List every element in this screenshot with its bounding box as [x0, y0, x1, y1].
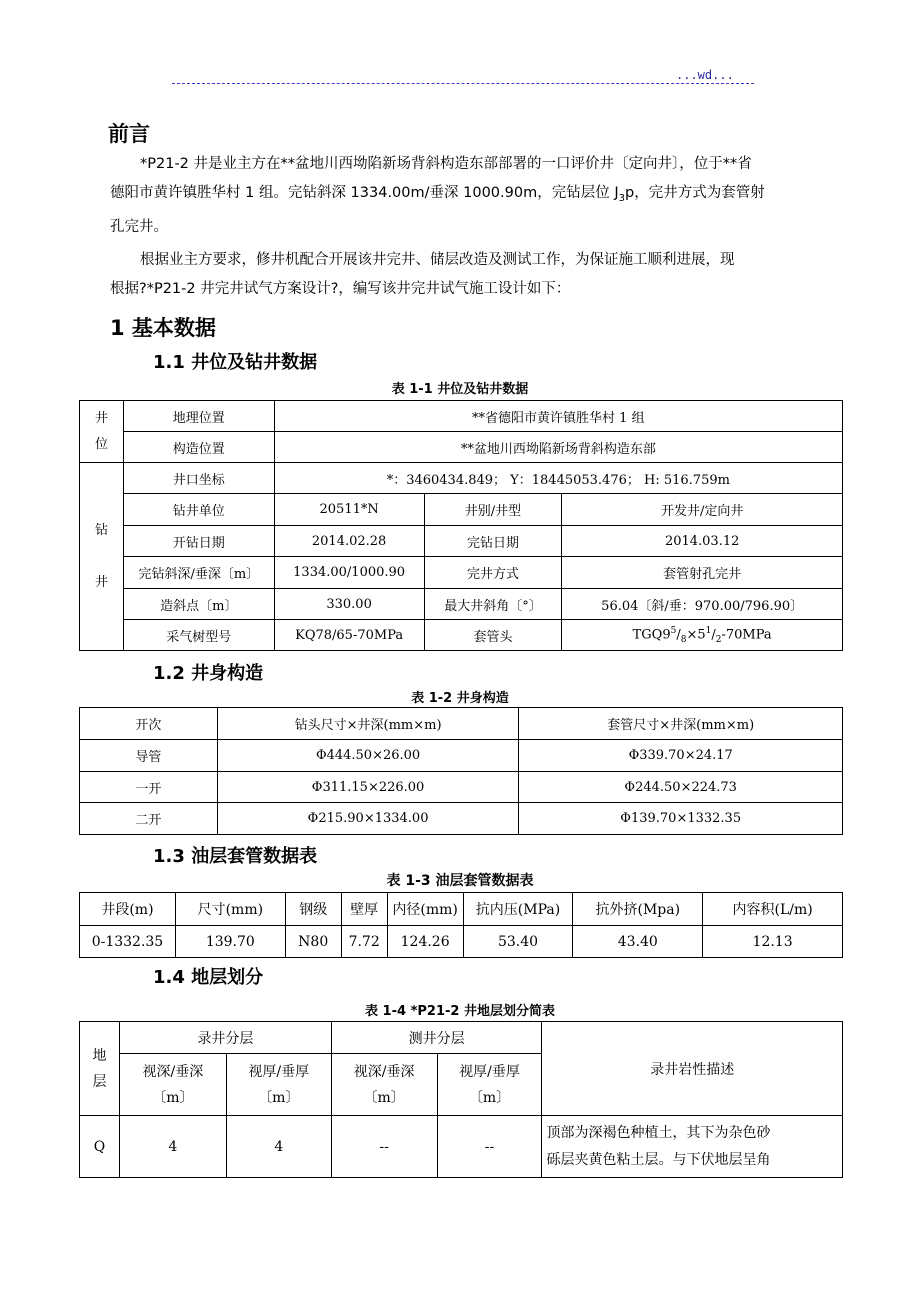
t4-desc: 顶部为深褐色种植土，其下为杂色砂 砾层夹黄色粘土层。与下伏地层呈角 [542, 1116, 843, 1178]
incl-label: 最大井斜角〔°〕 [424, 589, 562, 620]
tree-value: KQ78/65-70MPa [274, 620, 424, 651]
geo-value: **省德阳市黄许镇胜华村 1 组 [274, 401, 842, 432]
t2-r2-bit: Φ311.15×226.00 [217, 772, 519, 803]
t2-r1-bit: Φ444.50×26.00 [217, 740, 519, 772]
section-1-1-title: 1.1 井位及钻井数据 [153, 352, 318, 373]
comp-label: 完井方式 [424, 557, 562, 589]
t2-r3-stage: 二开 [80, 803, 218, 835]
p2-line-2: 根据?*P21-2 井完井试气方案设计?，编写该井完井试气施工设计如下： [110, 281, 571, 297]
unit-label: 钻井单位 [123, 494, 274, 526]
group-drill: 钻 井 [80, 463, 124, 651]
t3-h-grade: 钢级 [285, 893, 341, 926]
group-well: 井 位 [80, 401, 124, 463]
t4-c3: -- [331, 1116, 437, 1178]
table-1-1-caption: 表 1-1 井位及钻井数据 [391, 382, 529, 397]
t4-sub-3: 视深/垂深 〔m〕 [331, 1054, 437, 1116]
header-mark: ...wd... [676, 68, 734, 82]
t4-h-layer: 地 层 [80, 1022, 120, 1116]
t3-h-size: 尺寸(mm) [175, 893, 285, 926]
table-row [80, 740, 843, 772]
kop-value: 330.00 [274, 589, 424, 620]
table-1-1 [79, 400, 843, 651]
t3-h-wall: 壁厚 [341, 893, 387, 926]
t4-h-desc: 录井岩性描述 [542, 1022, 843, 1116]
t3-burst: 53.40 [463, 926, 573, 958]
t3-h-id: 内径(mm) [387, 893, 463, 926]
table-row [80, 803, 843, 835]
p1-line-3: 孔完井。 [110, 218, 168, 235]
preface-paragraph-2 [110, 246, 815, 304]
end-value: 2014.03.12 [562, 526, 843, 557]
t4-c2: 4 [226, 1116, 331, 1178]
t3-section: 0-1332.35 [80, 926, 176, 958]
t3-h-volume: 内容积(L/m) [703, 893, 843, 926]
t2-header-stage: 开次 [80, 708, 218, 740]
table-1-2-caption: 表 1-2 井身构造 [411, 691, 509, 706]
geo-label: 地理位置 [123, 401, 274, 432]
struct-value: **盆地川西坳陷新场背斜构造东部 [274, 432, 842, 463]
table-1-4 [79, 1021, 843, 1178]
t3-volume: 12.13 [703, 926, 843, 958]
head-label: 套管头 [424, 620, 562, 651]
table-1-2 [79, 707, 843, 835]
p1-line-2: 德阳市黄许镇胜华村 1 组。完钻斜深 1334.00m/垂深 1000.90m，完钻层位 $J_3p$，完井方式为套管射 [110, 185, 765, 204]
t4-h-wire: 测井分层 [331, 1022, 542, 1054]
section-1-title: 1 基本数据 [110, 316, 216, 340]
unit-value: 20511*N [274, 494, 424, 526]
t2-r1-casing: Φ339.70×24.17 [519, 740, 843, 772]
t2-r2-casing: Φ244.50×224.73 [519, 772, 843, 803]
t2-r1-stage: 导管 [80, 740, 218, 772]
table-1-3 [79, 892, 843, 958]
table-1-3-caption: 表 1-3 油层套管数据表 [386, 873, 534, 889]
kop-label: 造斜点〔m〕 [123, 589, 274, 620]
end-label: 完钻日期 [424, 526, 562, 557]
table-row [80, 772, 843, 803]
t3-size: 139.70 [175, 926, 285, 958]
t2-r3-casing: Φ139.70×1332.35 [519, 803, 843, 835]
struct-label: 构造位置 [123, 432, 274, 463]
type-value: 开发井/定向井 [562, 494, 843, 526]
t2-header-casing: 套管尺寸×井深(mm×m) [519, 708, 843, 740]
depth-value: 1334.00/1000.90 [274, 557, 424, 589]
t4-c1: 4 [119, 1116, 226, 1178]
t3-wall: 7.72 [341, 926, 387, 958]
table-row [80, 926, 843, 958]
type-label: 井别/井型 [424, 494, 562, 526]
preface-paragraph-1 [110, 150, 815, 242]
t2-r2-stage: 一开 [80, 772, 218, 803]
t2-header-bit: 钻头尺寸×井深(mm×m) [217, 708, 519, 740]
table-1-4-caption: 表 1-4 *P21-2 井地层划分简表 [365, 1004, 555, 1019]
coord-label: 井口坐标 [123, 463, 274, 494]
t4-sub-4: 视厚/垂厚 〔m〕 [437, 1054, 542, 1116]
head-value: $TGQ9^5/_8\times 5^1/_2-70MPa$ [562, 620, 843, 651]
section-1-4-title: 1.4 地层划分 [153, 967, 264, 988]
t2-r3-bit: Φ215.90×1334.00 [217, 803, 519, 835]
preface-title: 前言 [108, 122, 150, 146]
t3-h-collapse: 抗外挤(Mpa) [573, 893, 703, 926]
t3-h-section: 井段(m) [80, 893, 176, 926]
t3-id: 124.26 [387, 926, 463, 958]
t3-collapse: 43.40 [573, 926, 703, 958]
start-label: 开钻日期 [123, 526, 274, 557]
table-row [80, 1116, 843, 1178]
p1-line-1: *P21-2 井是业主方在**盆地川西坳陷新场背斜构造东部部署的一口评价井〔定向井〕，位于**省 [140, 156, 752, 172]
section-1-3-title: 1.3 油层套管数据表 [153, 846, 318, 867]
section-1-2-title: 1.2 井身构造 [153, 663, 264, 684]
t4-h-log: 录井分层 [119, 1022, 331, 1054]
comp-value: 套管射孔完井 [562, 557, 843, 589]
t4-sub-1: 视深/垂深 〔m〕 [119, 1054, 226, 1116]
p2-line-1: 根据业主方要求，修井机配合开展该井完井、储层改造及测试工作，为保证施工顺利进展，现 [140, 252, 735, 268]
t3-h-burst: 抗内压(MPa) [463, 893, 573, 926]
t4-c4: -- [437, 1116, 542, 1178]
t3-grade: N80 [285, 926, 341, 958]
start-value: 2014.02.28 [274, 526, 424, 557]
incl-value: 56.04〔斜/垂：970.00/796.90〕 [562, 589, 843, 620]
t4-sub-2: 视厚/垂厚 〔m〕 [226, 1054, 331, 1116]
coord-value: *：3460434.849； Y：18445053.476； H: 516.759m [274, 463, 842, 494]
t4-layer: Q [80, 1116, 120, 1178]
header-rule [172, 83, 754, 84]
depth-label: 完钻斜深/垂深〔m〕 [123, 557, 274, 589]
tree-label: 采气树型号 [123, 620, 274, 651]
